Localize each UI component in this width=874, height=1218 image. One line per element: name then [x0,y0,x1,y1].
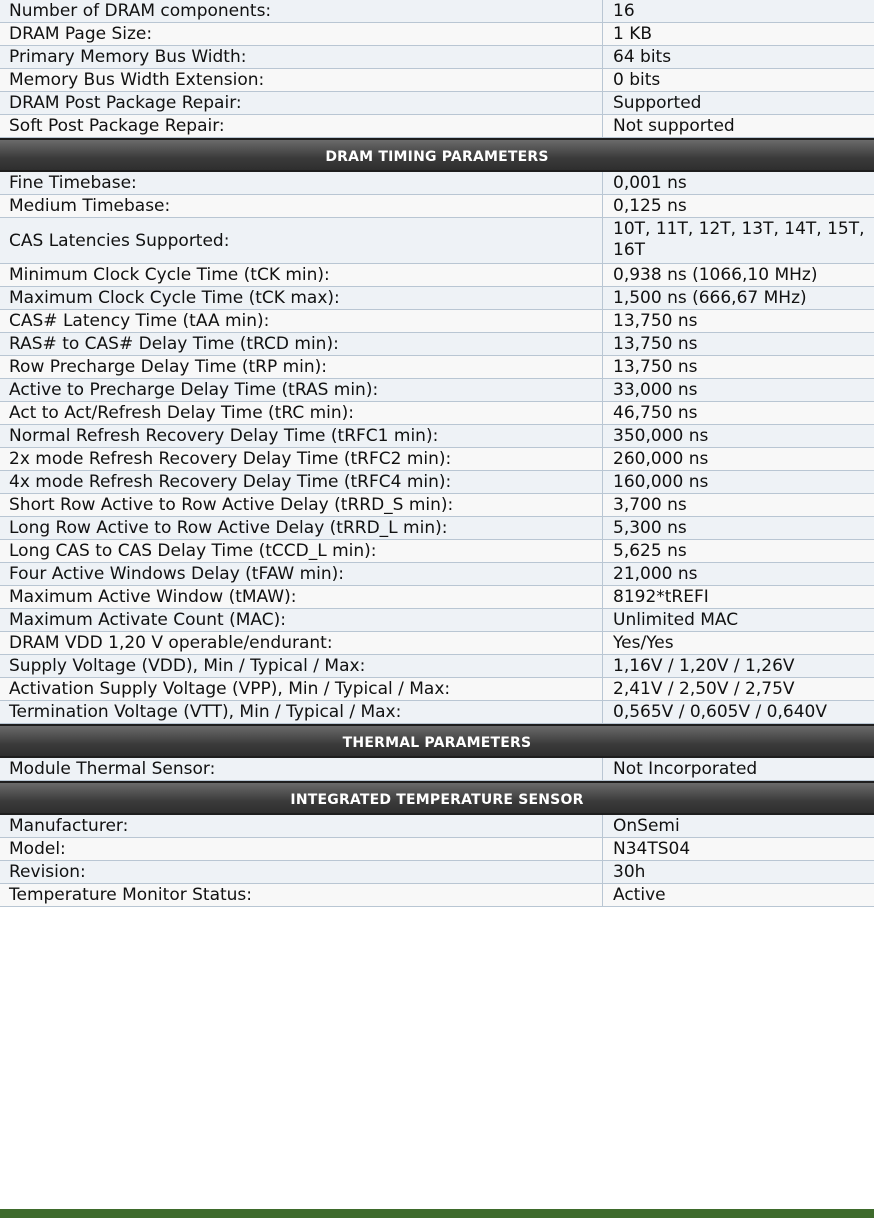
row-label: Short Row Active to Row Active Delay (tRRD_S min): [0,494,603,516]
table-row [0,701,874,724]
row-value: Supported [613,93,702,113]
row-value: 5,300 ns [613,518,687,538]
row-label: Fine Timebase: [0,172,603,194]
row-label: Maximum Clock Cycle Time (tCK max): [0,287,603,309]
table-row [0,379,874,402]
row-value: 8192*tREFI [613,587,709,607]
table-row [0,402,874,425]
table-row [0,172,874,195]
row-label: Row Precharge Delay Time (tRP min): [0,356,603,378]
row-value: 16 [613,1,635,21]
row-label: Primary Memory Bus Width: [0,46,603,68]
table-row [0,310,874,333]
table-row [0,586,874,609]
row-value: Yes/Yes [613,633,674,653]
row-value: 0,565V / 0,605V / 0,640V [613,702,827,722]
row-value: 30h [613,862,646,882]
row-label: Long Row Active to Row Active Delay (tRRD_L min): [0,517,603,539]
row-label: Medium Timebase: [0,195,603,217]
table-row [0,838,874,861]
row-label: 4x mode Refresh Recovery Delay Time (tRFC4 min): [0,471,603,493]
row-value: 46,750 ns [613,403,698,423]
row-label: Model: [0,838,603,860]
row-value: 13,750 ns [613,357,698,377]
table-row [0,23,874,46]
row-label: Termination Voltage (VTT), Min / Typical / Max: [0,701,603,723]
table-row [0,0,874,23]
row-label: DRAM Page Size: [0,23,603,45]
row-label: Revision: [0,861,603,883]
row-label: Module Thermal Sensor: [0,758,603,780]
table-row [0,678,874,701]
table-row [0,218,874,264]
row-label: Four Active Windows Delay (tFAW min): [0,563,603,585]
row-label: RAS# to CAS# Delay Time (tRCD min): [0,333,603,355]
table-row [0,609,874,632]
row-value: OnSemi [613,816,680,836]
row-value: 2,41V / 2,50V / 2,75V [613,679,795,699]
table-row [0,356,874,379]
row-value: 13,750 ns [613,334,698,354]
row-label: Temperature Monitor Status: [0,884,603,906]
row-value: 21,000 ns [613,564,698,584]
section-header: DRAM TIMING PARAMETERS [0,138,874,172]
table-row [0,195,874,218]
row-value: 64 bits [613,47,672,67]
row-label: Maximum Active Window (tMAW): [0,586,603,608]
table-row [0,92,874,115]
table-row [0,632,874,655]
table-row [0,815,874,838]
row-value: 260,000 ns [613,449,709,469]
row-value: 0,125 ns [613,196,687,216]
row-label: Supply Voltage (VDD), Min / Typical / Max: [0,655,603,677]
section-header: THERMAL PARAMETERS [0,724,874,758]
row-value: 350,000 ns [613,426,709,446]
row-value: N34TS04 [613,839,691,859]
row-label: Act to Act/Refresh Delay Time (tRC min): [0,402,603,424]
row-value: 3,700 ns [613,495,687,515]
row-value: 10T, 11T, 12T, 13T, 14T, 15T, 16T [613,219,865,260]
row-value: 0 bits [613,70,661,90]
row-label: Activation Supply Voltage (VPP), Min / Typical / Max: [0,678,603,700]
row-label: Minimum Clock Cycle Time (tCK min): [0,264,603,286]
row-value: 1,500 ns (666,67 MHz) [613,288,807,308]
table-row [0,69,874,92]
table-row [0,494,874,517]
table-row [0,517,874,540]
row-value: Not supported [613,116,735,136]
row-value: 160,000 ns [613,472,709,492]
table-row [0,471,874,494]
row-value: 1 KB [613,24,653,44]
section-header: INTEGRATED TEMPERATURE SENSOR [0,781,874,815]
row-label: Maximum Activate Count (MAC): [0,609,603,631]
table-row [0,115,874,138]
row-value: 13,750 ns [613,311,698,331]
table-row [0,333,874,356]
row-label: Active to Precharge Delay Time (tRAS min): [0,379,603,401]
window-bottom-border [0,1209,874,1218]
row-label: Soft Post Package Repair: [0,115,603,137]
table-row [0,563,874,586]
row-value: 33,000 ns [613,380,698,400]
row-label: Long CAS to CAS Delay Time (tCCD_L min): [0,540,603,562]
row-label: Number of DRAM components: [0,0,603,22]
row-label: Manufacturer: [0,815,603,837]
table-row [0,884,874,907]
table-row [0,425,874,448]
row-label: CAS# Latency Time (tAA min): [0,310,603,332]
row-label: DRAM VDD 1,20 V operable/endurant: [0,632,603,654]
row-label: DRAM Post Package Repair: [0,92,603,114]
row-value: 0,001 ns [613,173,687,193]
row-value: Not Incorporated [613,759,758,779]
row-label: Normal Refresh Recovery Delay Time (tRFC1 min): [0,425,603,447]
table-row [0,46,874,69]
row-label: Memory Bus Width Extension: [0,69,603,91]
row-value: Unlimited MAC [613,610,739,630]
table-row [0,758,874,781]
table-row [0,540,874,563]
row-value: 1,16V / 1,20V / 1,26V [613,656,795,676]
row-value: 5,625 ns [613,541,687,561]
table-row [0,655,874,678]
table-row [0,448,874,471]
row-value: 0,938 ns (1066,10 MHz) [613,265,818,285]
table-row [0,287,874,310]
row-label: 2x mode Refresh Recovery Delay Time (tRFC2 min): [0,448,603,470]
row-value: Active [613,885,666,905]
row-label: CAS Latencies Supported: [0,218,603,263]
table-row [0,861,874,884]
table-row [0,264,874,287]
